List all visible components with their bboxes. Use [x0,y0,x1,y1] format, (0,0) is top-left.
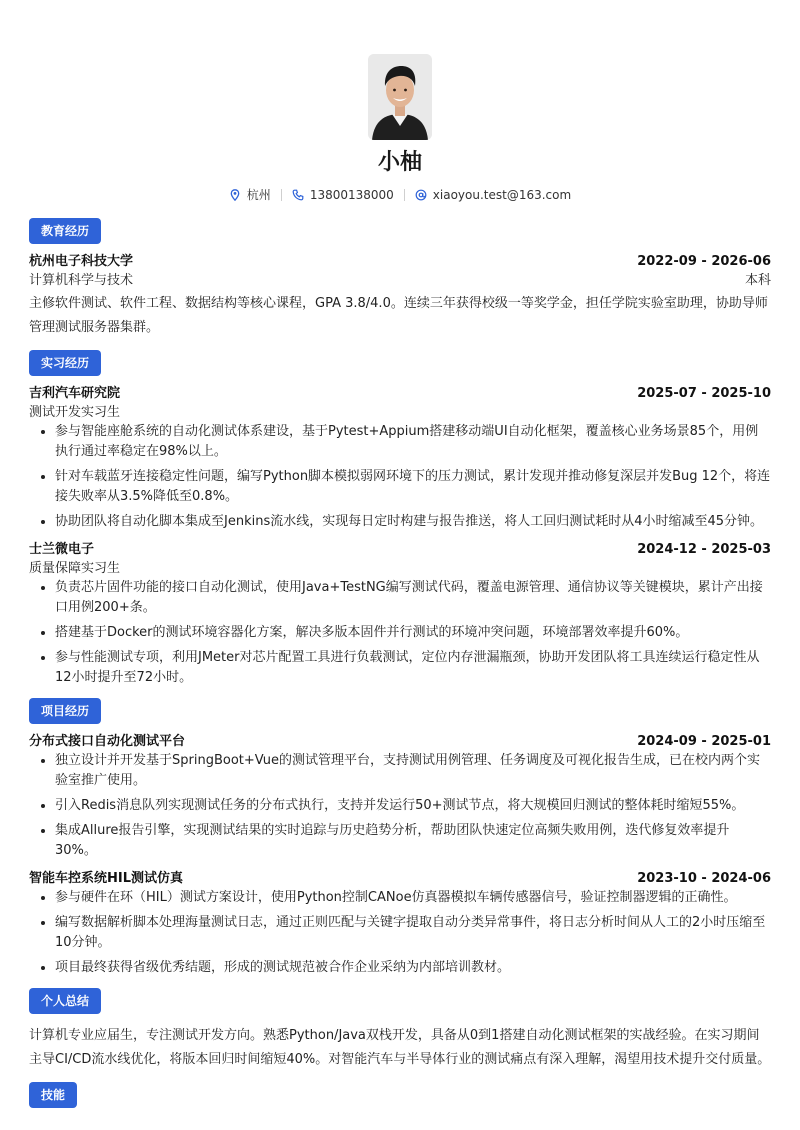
bullet-item: • 参与硬件在环（HIL）测试方案设计，使用Python控制CANoe仿真器模拟车辆传感器信号，验证控制器逻辑的正确性。 [55,888,771,908]
bullet-list [29,888,771,978]
degree: 本科 [744,273,771,288]
project-header-row [29,867,771,886]
bullet-list [29,422,771,532]
contact-bar [0,186,800,203]
bullet-item: • 搭建基于Docker的测试环境容器化方案，解决多版本固件并行测试的环境冲突问题，环境部署效率提升60%。 [55,623,771,643]
internship-section [29,350,771,688]
internship-header-row [29,538,771,557]
avatar-portrait-icon [368,54,432,140]
project-item [29,730,771,861]
bullet-item: • 针对车载蓝牙连接稳定性问题，编写Python脚本模拟弱网环境下的压力测试，累计发现并推动修复深层并发Bug 12个，将连接失败率从3.5%降低至0.8%。 [55,467,771,507]
education-section [29,218,771,340]
major: 计算机科学与技术 [29,273,134,288]
internship-item [29,382,771,532]
project-section [29,698,771,978]
company-name: 士兰微电子 [29,542,95,557]
location-text: 杭州 [246,188,271,202]
project-dates: 2024-09 - 2025-01 [637,734,771,749]
project-header-row [29,730,771,749]
bullet-list [29,751,771,861]
section-title-summary: 个人总结 [29,988,101,1014]
skills-section [29,1082,771,1114]
company-name: 吉利汽车研究院 [29,386,121,401]
internship-item [29,538,771,688]
email-text: xiaoyou.test@163.com [432,187,572,202]
school-name: 杭州电子科技大学 [29,254,134,269]
project-name: 分布式接口自动化测试平台 [29,734,186,749]
contact-phone [282,188,404,202]
bullet-list [29,578,771,688]
bullet-item: • 负责芯片固件功能的接口自动化测试，使用Java+TestNG编写测试代码，覆盖电源管理、通信协议等关键模块，累计产出接口用例200+条。 [55,578,771,618]
project-dates: 2023-10 - 2024-06 [637,871,771,886]
phone-icon [292,189,304,201]
education-header-row [29,250,771,269]
project-item [29,867,771,978]
profile-photo [368,54,432,140]
internship-header-row [29,382,771,401]
contact-location [219,186,281,203]
summary-text: 计算机专业应届生，专注测试开发方向。熟悉Python/Java双栈开发，具备从0到1搭建自动化测试框架的实战经验。在实习期间主导CI/CD流水线优化，将版本回归时间缩短40%。对智能汽车与半导体行业的测试痛点有深入理解，渴望用技术提升交付质量。 [29,1028,771,1067]
section-title-projects: 项目经历 [29,698,101,724]
project-name: 智能车控系统HIL测试仿真 [29,871,184,886]
resume-header [0,0,800,203]
resume-body [29,218,771,1124]
candidate-name: 小柚 [377,150,422,175]
internship-dates: 2024-12 - 2025-03 [637,542,771,557]
contact-email [405,188,581,202]
bullet-item: • 协助团队将自动化脚本集成至Jenkins流水线，实现每日定时构建与报告推送，将人工回归测试耗时从4小时缩减至45分钟。 [55,512,771,532]
bullet-item: • 参与智能座舱系统的自动化测试体系建设，基于Pytest+Appium搭建移动端UI自动化框架，覆盖核心业务场景85个，用例执行通过率稳定在98%以上。 [55,422,771,462]
job-role: 测试开发实习生 [29,405,121,420]
bullet-item: • 引入Redis消息队列实现测试任务的分布式执行，支持并发运行50+测试节点，将大规模回归测试的整体耗时缩短55%。 [55,796,771,816]
education-subrow [29,269,771,288]
phone-text: 13800138000 [309,187,394,202]
job-role: 质量保障实习生 [29,561,121,576]
location-pin-icon [229,189,241,201]
email-at-icon [415,189,427,201]
internship-dates: 2025-07 - 2025-10 [637,386,771,401]
bullet-item: • 独立设计并开发基于SpringBoot+Vue的测试管理平台，支持测试用例管理、任务调度及可视化报告生成，已在校内两个实验室推广使用。 [55,751,771,791]
bullet-item: • 项目最终获得省级优秀结题，形成的测试规范被合作企业采纳为内部培训教材。 [55,958,771,978]
bullet-item: • 集成Allure报告引擎，实现测试结果的实时追踪与历史趋势分析，帮助团队快速定位高频失败用例，迭代修复效率提升30%。 [55,821,771,861]
bullet-item: • 参与性能测试专项，利用JMeter对芯片配置工具进行负载测试，定位内存泄漏瓶颈，协助开发团队将工具连续运行稳定性从12小时提升至72小时。 [55,648,771,688]
section-title-education: 教育经历 [29,218,101,244]
education-dates: 2022-09 - 2026-06 [637,254,771,269]
summary-section [29,988,771,1072]
section-title-skills: 技能 [29,1082,77,1108]
bullet-item: • 编写数据解析脚本处理海量测试日志，通过正则匹配与关键字提取自动分类异常事件，将日志分析时间从人工的2小时压缩至10分钟。 [55,913,771,953]
education-description: 主修软件测试、软件工程、数据结构等核心课程，GPA 3.8/4.0。连续三年获得校级一等奖学金，担任学院实验室助理，协助导师管理测试服务器集群。 [29,296,768,335]
section-title-internship: 实习经历 [29,350,101,376]
